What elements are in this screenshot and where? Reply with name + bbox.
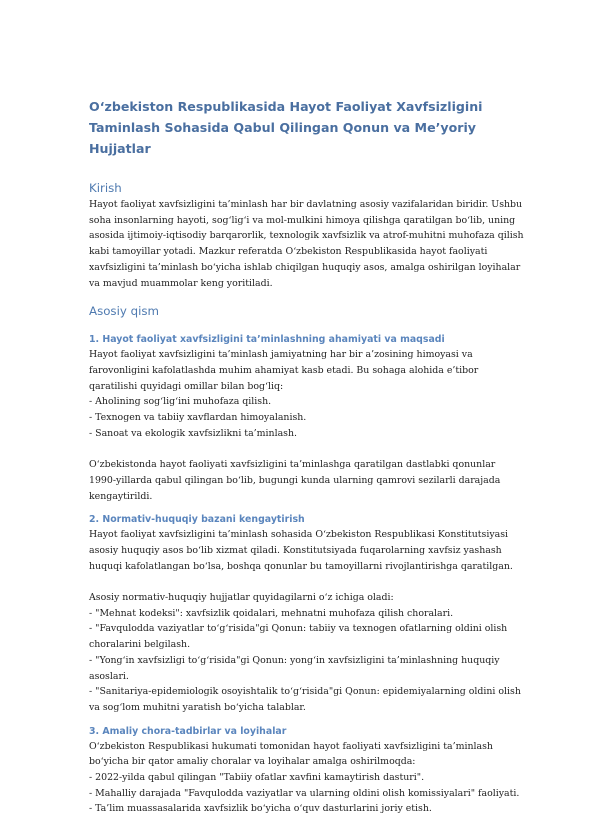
section-1-paragraph-2: O‘zbekistonda hayot faoliyati xavfsizligini ta’minlashga qaratilgan dastlabki qonunlar 1990-yillarda qabul qilingan bo‘lib, bugungi kunda ularning qamrovi sezilarli darajada kengaytirildi. — [89, 459, 501, 502]
list-item: - Aholining sog‘lig‘ini muhofaza qilish. — [89, 396, 272, 408]
intro-heading: Kirish — [89, 181, 122, 195]
section-1-list — [89, 394, 524, 441]
spacer — [89, 441, 524, 457]
section-2-paragraph: Hayot faoliyat xavfsizligini ta’minlash sohasida O‘zbekiston Respublikasi Konstitutsiyasi asosiy huquqiy asos bo‘lib xizmat qiladi. Konstitutsiyada fuqarolarning xavfsiz yashash huquqi kafolatlangan bo‘lsa, boshqa qonunlar bu tamoyillarni rivojlantirishga qaratilgan. — [89, 529, 513, 572]
section-2-paragraph-2: Asosiy normativ-huquqiy hujjatlar quyidagilarni o‘z ichiga oladi: — [89, 592, 394, 604]
list-item: - "Sanitariya-epidemiologik osoyishtalik to‘g‘risida"gi Qonun: epidemiyalarning oldini olish va sog‘lom muhitni yaratish bo‘yicha talablar. — [89, 686, 521, 713]
section-3-paragraph: O‘zbekiston Respublikasi hukumati tomonidan hayot faoliyati xavfsizligini ta’minlash bo‘yicha bir qator amaliy choralar va loyihalar amalga oshirilmoqda: — [89, 740, 493, 768]
main-heading: Asosiy qism — [89, 304, 159, 319]
section-2-list — [89, 606, 524, 716]
list-item: - Sanoat va ekologik xavfsizlikni ta’minlash. — [89, 427, 297, 439]
document-title: O‘zbekiston Respublikasida Hayot Faoliyat Xavfsizligini Taminlash Sohasida Qabul Qilingan Qonun va Me’yoriy Hujjatlar — [89, 99, 483, 156]
list-item: - Mahalliy darajada "Favqulodda vaziyatlar va ularning oldini olish komissiyalari" faoliyati. — [89, 787, 520, 799]
list-item: - Ta’lim muassasalarida xavfsizlik bo‘yicha o‘quv dasturlarini joriy etish. — [89, 803, 432, 815]
section-1-paragraph: Hayot faoliyat xavfsizligini ta’minlash jamiyatning har bir a’zosining himoyasi va farovonligini kafolatlashda muhim ahamiyat kasb etadi. Bu sohaga alohida e’tibor qaratilishi quyidagi omillar bilan bog‘liq: — [89, 349, 479, 392]
section-1-heading: 1. Hayot faoliyat xavfsizligini ta’minlashning ahamiyati va maqsadi — [89, 334, 445, 346]
document-page — [89, 96, 524, 817]
list-item: - "Mehnat kodeksi": xavfsizlik qoidalari, mehnatni muhofaza qilish choralari. — [89, 607, 454, 619]
spacer — [89, 574, 524, 590]
list-item: - "Yong‘in xavfsizligi to‘g‘risida"gi Qonun: yong‘in xavfsizligini ta’minlashning huquqiy asoslari. — [89, 654, 500, 682]
list-item: - "Favqulodda vaziyatlar to‘g‘risida"gi Qonun: tabiiy va texnogen ofatlarning oldini olish choralarini belgilash. — [89, 623, 508, 651]
list-item: - Texnogen va tabiiy xavflardan himoyalanish. — [89, 412, 307, 424]
list-item: - 2022-yilda qabul qilingan "Tabiiy ofatlar xavfini kamaytirish dasturi". — [89, 772, 425, 784]
section-2-heading: 2. Normativ-huquqiy bazani kengaytirish — [89, 514, 305, 526]
section-3-heading: 3. Amaliy chora-tadbirlar va loyihalar — [89, 725, 287, 737]
intro-paragraph: Hayot faoliyat xavfsizligini ta’minlash har bir davlatning asosiy vazifalaridan biridir. Ushbu soha insonlarning hayoti, sog‘lig‘i va mol-mulkini himoya qilishga qaratilgan bo‘lib, uning asosida ijtimoiy-iqtisodiy barqarorlik, texnologik xavfsizlik va atrof-muhitni muhofaza qilish kabi tamoyillar yotadi. Mazkur referatda O‘zbekiston Respublikasida hayot faoliyati xavfsizligini ta’minlash bo‘yicha ishlab chiqilgan huquqiy asos, amalga oshirilgan loyihalar va mavjud muammolar keng yoritiladi. — [89, 199, 524, 289]
section-3-list — [89, 770, 524, 817]
